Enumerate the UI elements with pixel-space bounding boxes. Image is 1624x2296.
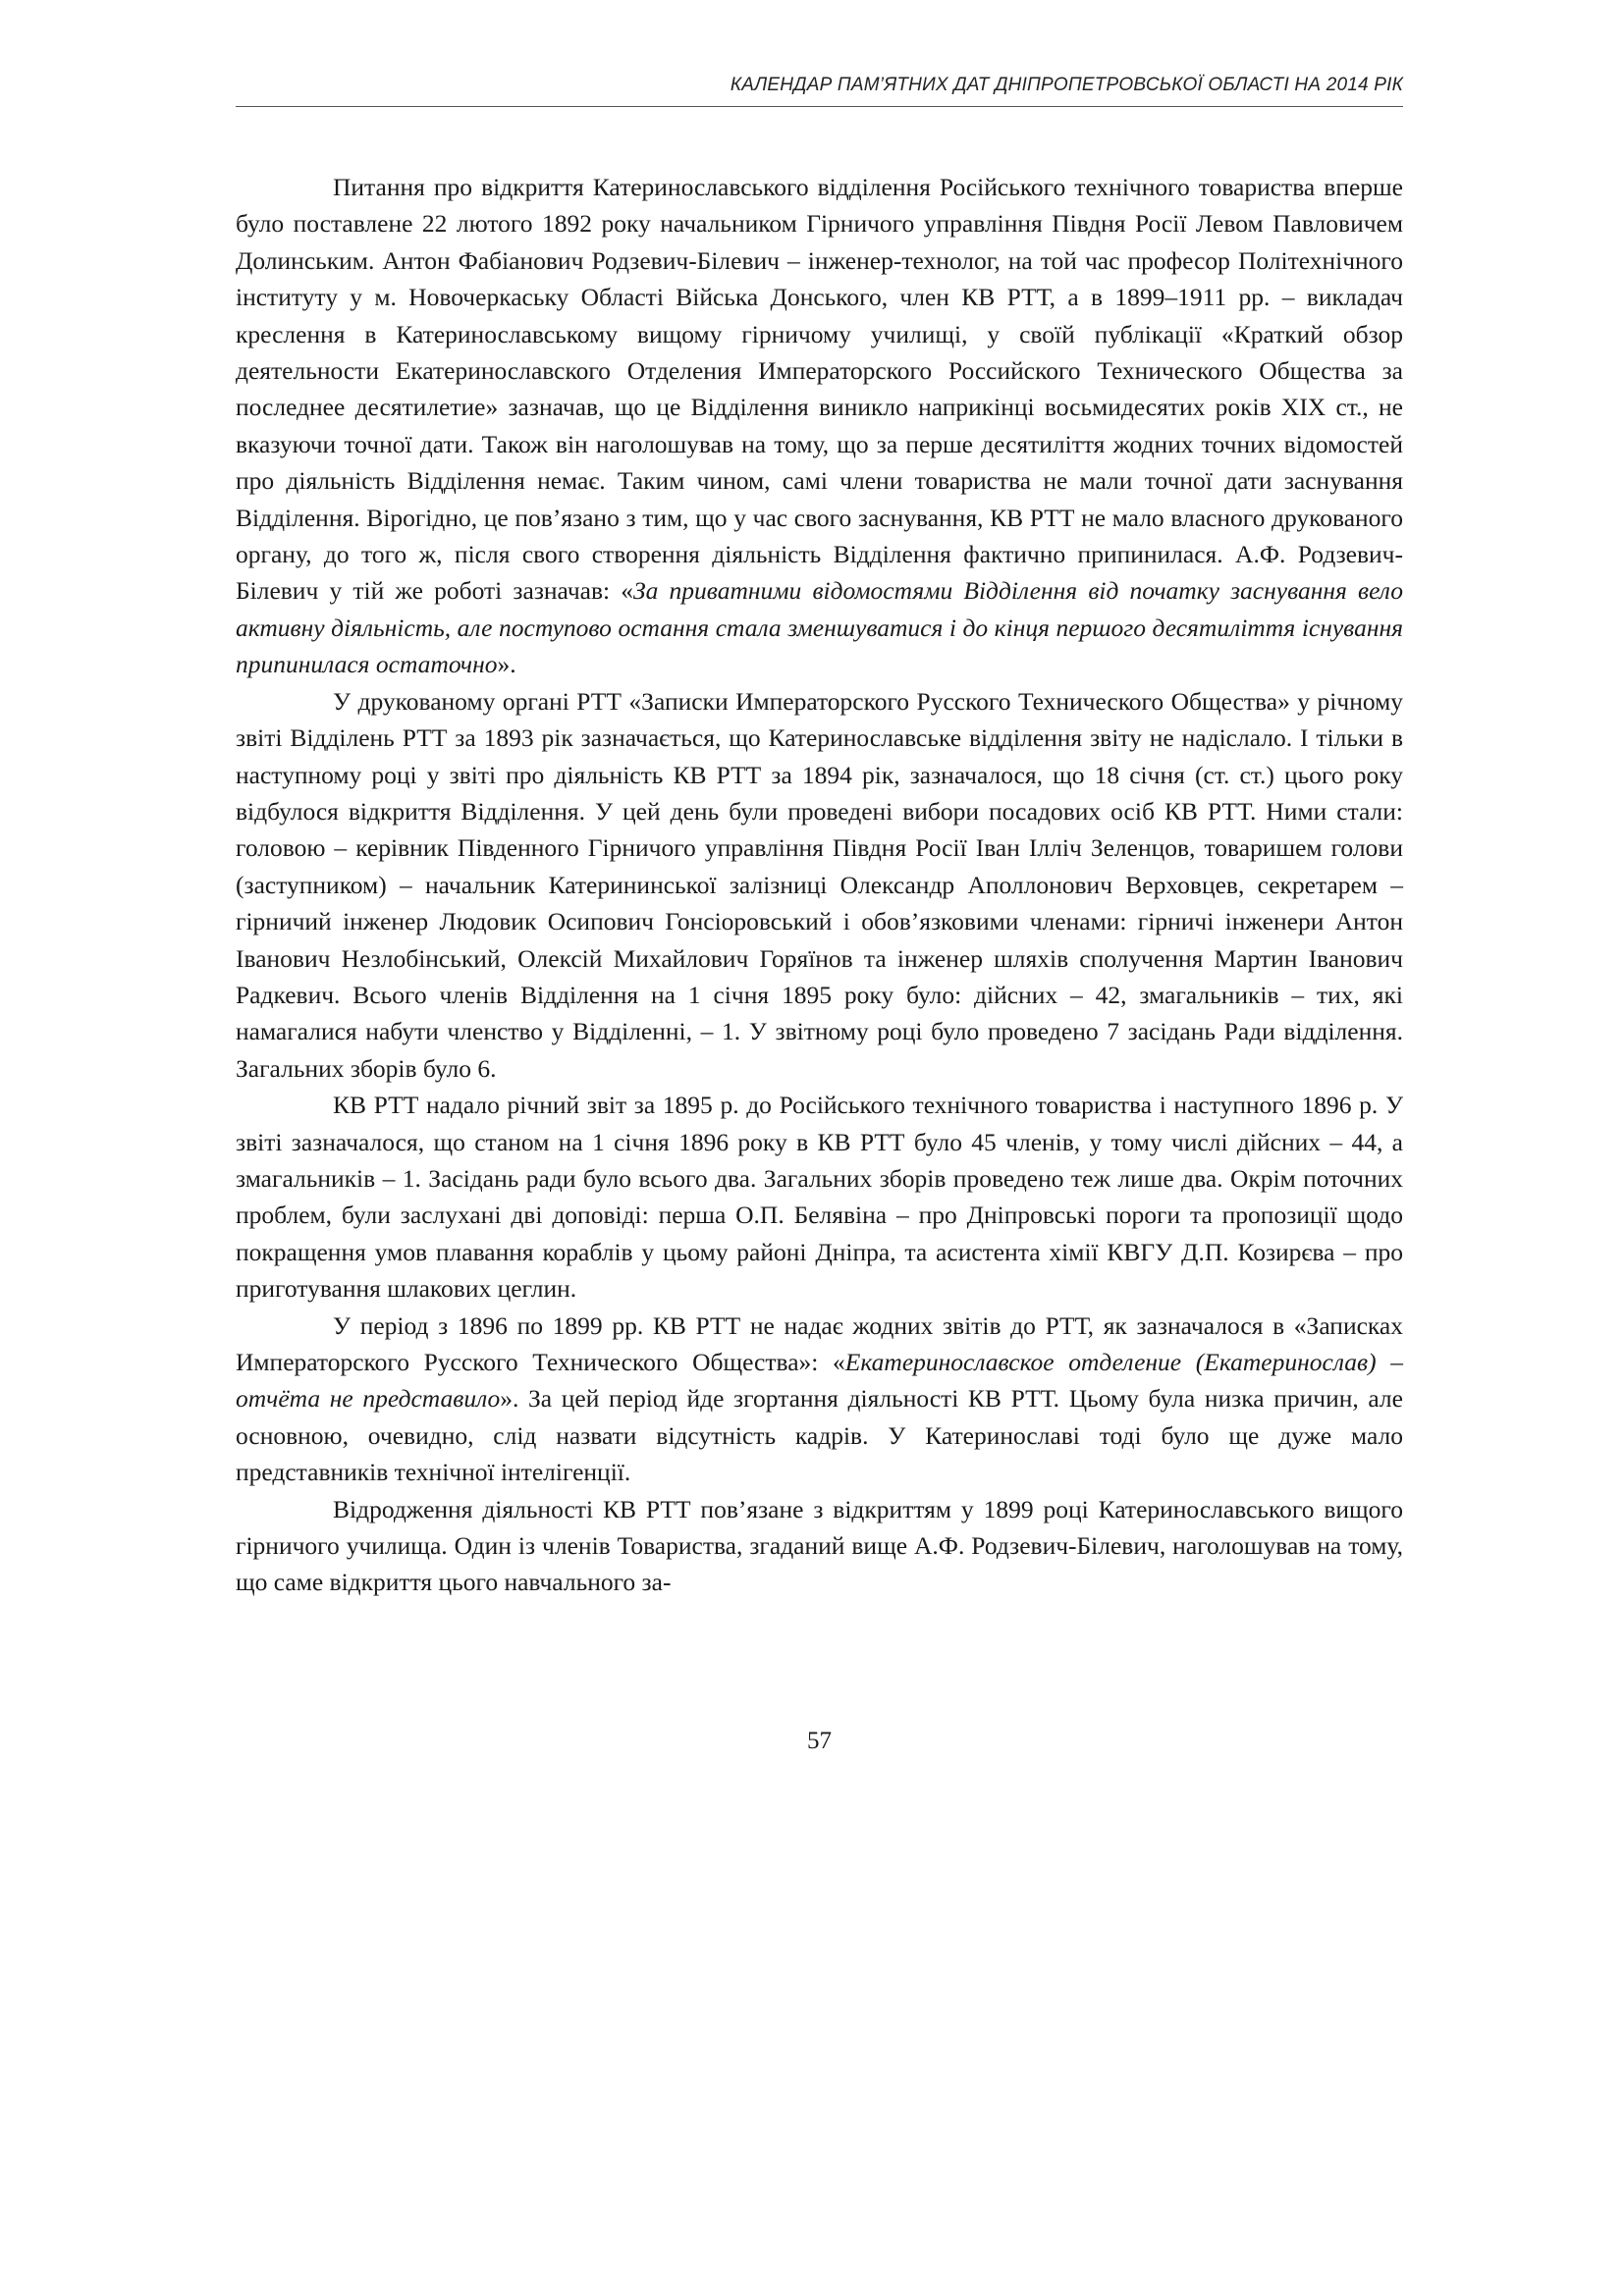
body-text <box>236 169 1403 1601</box>
quotation-italic: Екатеринославское отделение (Екатеринослав) – отчёта не представило <box>236 1348 1403 1414</box>
page-number: 57 <box>807 1728 832 1754</box>
paragraph: У друкованому органі РТТ «Записки Императорского Русского Технического Общества» у річному звіті Відділень РТТ за 1893 рік зазначається, що Катеринославське відділення звіту не надіслало. І тільки в наступному році у звіті про діяльність КВ РТТ за 1894 рік, зазначалося, що 18 січня (ст. ст.) цього року відбулося відкриття Відділення. У цей день були проведені вибори посадових осіб КВ РТТ. Ними стали: головою – керівник Південного Гірничого управління Півдня Росії Іван Ілліч Зеленцов, товаришем голови (заступником) – начальник Катерининської залізниці Олександр Аполлонович Верховцев, секретарем – гірничий інженер Людовик Осипович Гонсіоровський і обов’язковими членами: гірничі інженери Антон Іванович Незлобінський, Олексій Михайлович Горяїнов та інженер шляхів сполучення Мартин Іванович Радкевич. Всього членів Відділення на 1 січня 1895 року було: дійсних – 42, змагальників – тих, які намагалися набути членство у Відділенні, – 1. У звітному році було проведено 7 засідань Ради відділення. Загальних зборів було 6. <box>236 686 1403 1083</box>
paragraph: Відродження діяльності КВ РТТ пов’язане з відкриттям у 1899 році Катеринославського вищого гірничого училища. Один із членів Товариства, згаданий вище А.Ф. Родзевич-Білевич, наголошував на тому, що саме відкриття цього навчального за- <box>236 1494 1403 1597</box>
paragraph: Питання про відкриття Катеринославського відділення Російського технічного товариства вперше було поставлене 22 лютого 1892 року начальником Гірничого управління Півдня Росії Левом Павловичем Долинським. Антон Фабіанович Родзевич-Білевич – інженер-технолог, на той час професор Політехнічного інституту у м. Новочеркаську Області Війська Донського, член КВ РТТ, а в 1899–1911 рр. – викладач креслення в Катеринославському вищому гірничому училищі, у своїй публікації «Краткий обзор деятельности Екатеринославского Отделения Императорского Российского Технического Общества за последнее десятилетие» зазначав, що це Відділення виникло наприкінці восьмидесятих років XIX ст., не вказуючи точної дати. Також він наголошував на тому, що за перше десятиліття жодних точних відомостей про діяльність Відділення немає. Таким чином, самі члени товариства не мали точної дати заснування Відділення. Вірогідно, це пов’язано з тим, що у час свого заснування, КВ РТТ не мало власного друкованого органу, до того ж, після свого створення діяльність Відділення фактично припинилася. А.Ф. Родзевич-Білевич у тій же роботі зазначав: «За приватними відомостями Відділення від початку заснування вело активну діяльність, але поступово остання стала зменшуватися і до кінця першого десятиліття існування припинилася остаточно». <box>236 173 1403 679</box>
quotation-italic: За приватними відомостями Відділення від початку заснування вело активну діяльність, але поступово остання стала зменшуватися і до кінця першого десятиліття існування припинилася остаточно <box>236 576 1403 679</box>
running-header: КАЛЕНДАР ПАМ’ЯТНИХ ДАТ ДНІПРОПЕТРОВСЬКОЇ ОБЛАСТІ НА 2014 РІК <box>236 75 1403 107</box>
paragraph: У період з 1896 по 1899 рр. КВ РТТ не надає жодних звітів до РТТ, як зазначалося в «Записках Императорского Русского Технического Общества»: «Екатеринославское отделение (Екатеринослав) – отчёта не представило». За цей період йде згортання діяльності КВ РТТ. Цьому була низка причин, але основною, очевидно, слід назвати відсутність кадрів. У Катеринославі тоді було ще дуже мало представників технічної інтелігенції. <box>236 1310 1403 1487</box>
paragraph: КВ РТТ надало річний звіт за 1895 р. до Російського технічного товариства і наступного 1896 р. У звіті зазначалося, що станом на 1 січня 1896 року в КВ РТТ було 45 членів, у тому числі дійсних – 44, а змагальників – 1. Засідань ради було всього два. Загальних зборів проведено теж лише два. Окрім поточних проблем, були заслухані дві доповіді: перша О.П. Белявіна – про Дніпровські пороги та пропозиції щодо покращення умов плавання кораблів у цьому районі Дніпра, та асистента хімії КВГУ Д.П. Козирєва – про приготування шлакових цеглин. <box>236 1091 1403 1304</box>
